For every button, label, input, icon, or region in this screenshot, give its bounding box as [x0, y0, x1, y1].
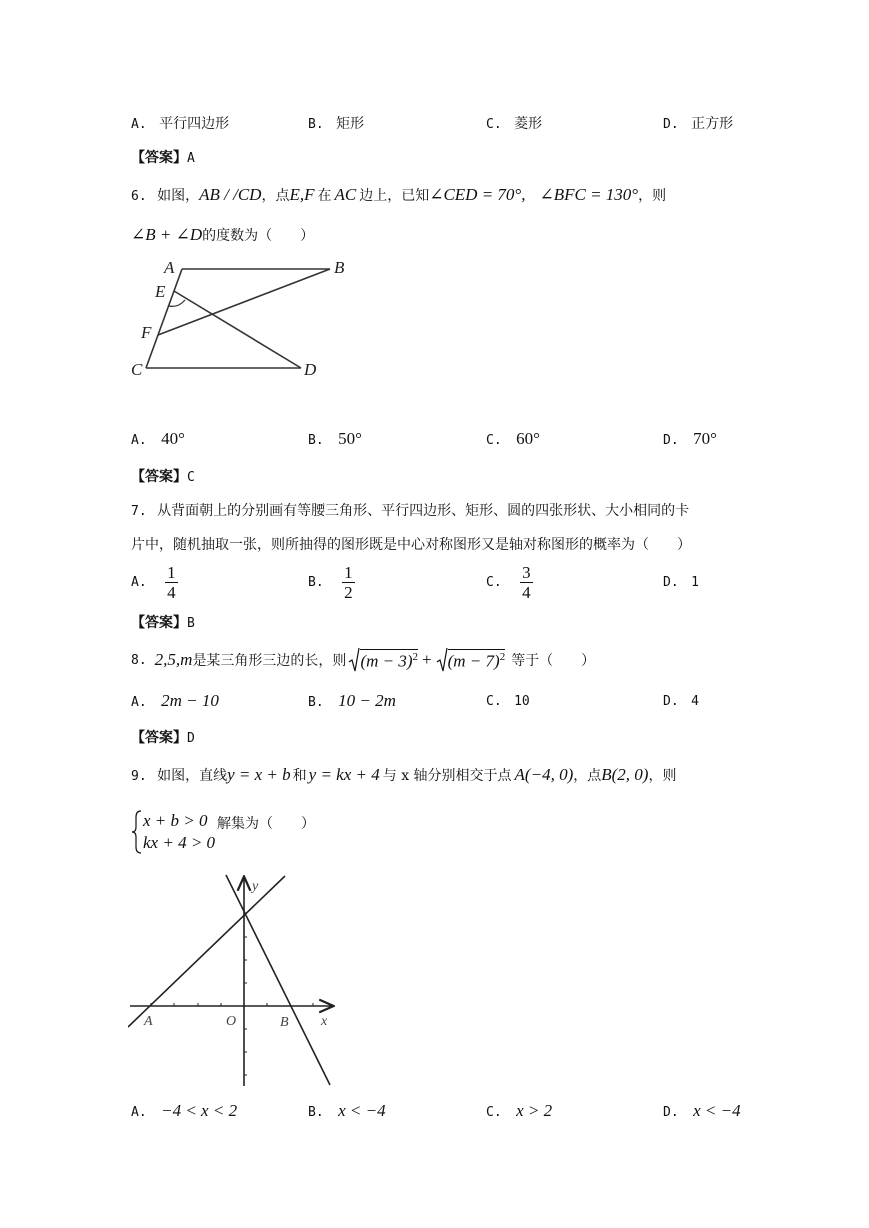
label-e: E — [155, 282, 166, 301]
q7-stem-line1: 7. 从背面朝上的分别画有等腰三角形、平行四边形、矩形、圆的四张形状、大小相同的卡 — [131, 503, 690, 519]
label-b: B — [334, 258, 345, 277]
line-y-x-plus-b — [128, 876, 285, 1027]
brace-icon — [131, 809, 143, 855]
sqrt-sign-2 — [436, 647, 448, 673]
q6-option-c: C. 60° — [486, 429, 540, 448]
q5-option-c: C. 菱形 — [486, 116, 543, 132]
q7-option-b: B. $\frac{1}{2}$ — [308, 563, 353, 602]
radicand-2: $(m - 7)^2$ — [447, 650, 506, 671]
q8-option-a: A. 2m − 10 — [131, 691, 219, 710]
q7-stem-line2: 片中，随机抽取一张，则所抽得的图形既是中心对称图形又是轴对称图形的概率为（ ） — [131, 537, 691, 553]
q9-option-b: B. x < −4 — [308, 1101, 386, 1120]
label-o: O — [226, 1014, 237, 1029]
q9-option-a: A. −4 < x < 2 — [131, 1101, 238, 1120]
q7-option-d: D. 1 — [663, 575, 699, 590]
q6-stem-line2: ∠B + ∠D的度数为（ ） — [131, 225, 315, 244]
label-a: A — [144, 1014, 153, 1029]
segment-ed — [174, 291, 301, 368]
q9-stem-line1: 9. 如图，直线y = x + b 和 y = kx + 4 与 x 轴分别相交于点 A(−4, 0)，点B(2, 0)，则 — [131, 765, 677, 784]
q6-answer: 【答案】C — [131, 469, 195, 485]
label-x: x — [321, 1014, 328, 1029]
q6-option-a: A. 40° — [131, 429, 185, 448]
label-b: B — [280, 1015, 289, 1030]
q5-answer: 【答案】A — [131, 150, 195, 166]
label-y: y — [252, 879, 259, 894]
q8-option-b: B. 10 − 2m — [308, 691, 396, 710]
label-f: F — [141, 323, 152, 342]
q9-inequality-system: x + b > 0 kx + 4 > 0 解集为（ ） — [131, 809, 315, 855]
q8-answer: 【答案】D — [131, 730, 195, 746]
line-y-kx-plus-4 — [226, 875, 330, 1085]
q5-option-b: B. 矩形 — [308, 116, 365, 132]
q8-option-d: D. 4 — [663, 694, 699, 709]
q7-answer: 【答案】B — [131, 615, 195, 631]
q5-option-a: A. 平行四边形 — [131, 116, 230, 132]
label-d: D — [304, 360, 317, 379]
q6-figure — [128, 255, 358, 385]
q8-option-c: C. 10 — [486, 694, 530, 709]
q9-graph — [128, 868, 343, 1088]
q8-stem: 8. 2,5,m 是某三角形三边的长，则 $(m - 3)^2$ + $(m - 7)^2$ 等于（ ） — [131, 647, 595, 673]
q6-option-b: B. 50° — [308, 429, 362, 448]
q6-option-d: D. 70° — [663, 429, 717, 448]
label-c: C — [131, 360, 143, 379]
angle-arc — [169, 300, 185, 306]
q7-option-c: C. $\frac{3}{4}$ — [486, 563, 531, 602]
sqrt-sign-1 — [348, 647, 360, 673]
q6-stem-line1: 6. 如图，AB / /CD，点E,F 在 AC 边上，已知∠CED = 70°, ∠BFC = 130°，则 — [131, 185, 667, 204]
label-a: A — [164, 258, 175, 277]
q5-option-d: D. 正方形 — [663, 116, 734, 132]
q7-option-a: A. $\frac{1}{4}$ — [131, 563, 176, 602]
radicand-1: $(m - 3)^2$ — [360, 650, 419, 671]
q9-option-c: C. x > 2 — [486, 1101, 553, 1120]
q9-option-d: D. x < −4 — [663, 1101, 741, 1120]
